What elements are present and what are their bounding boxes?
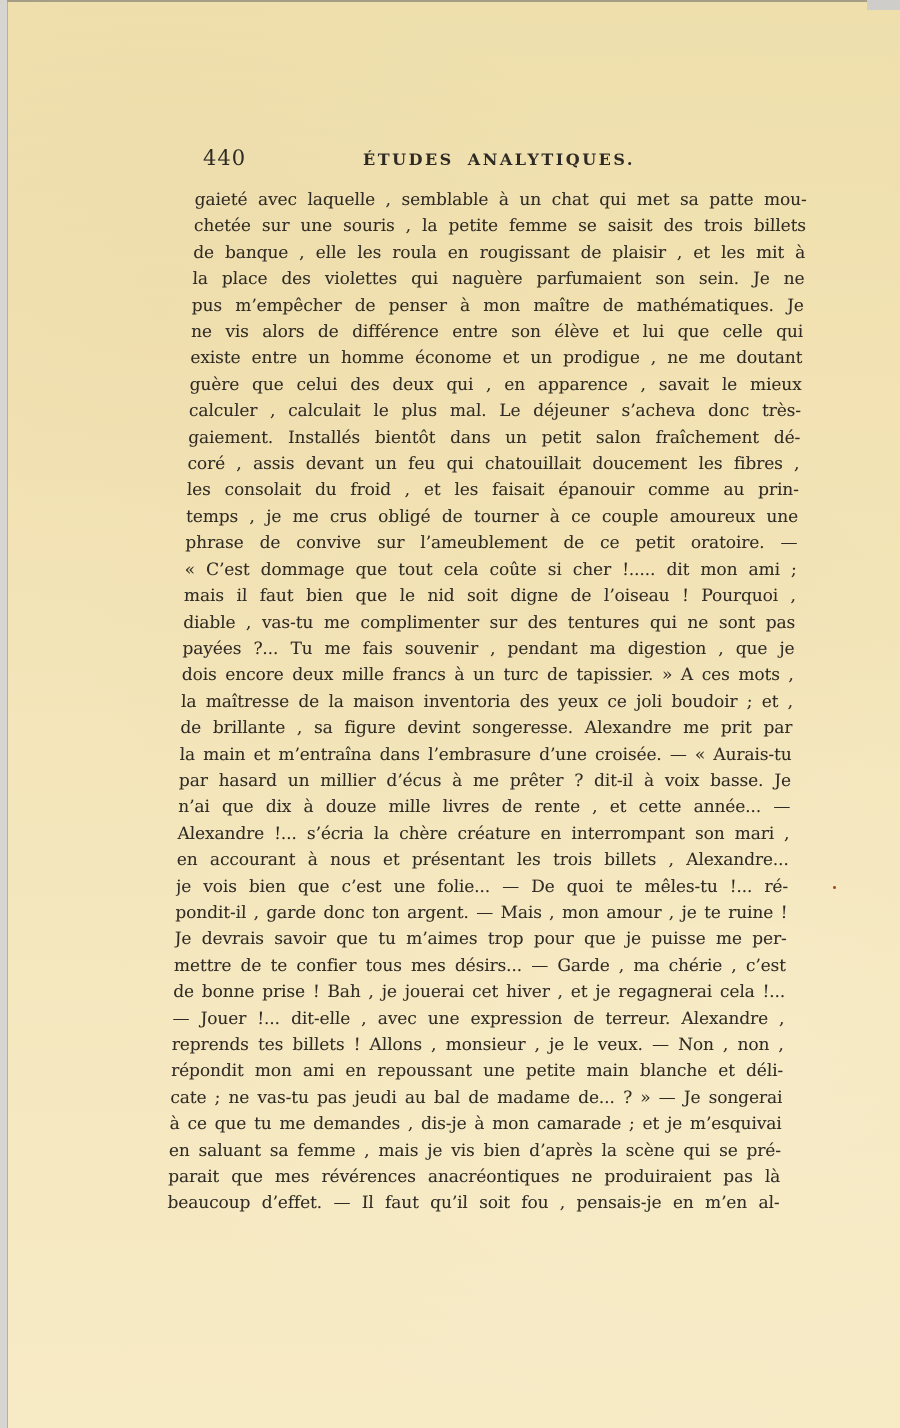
text-line: beaucoup d’effet. — Il faut qu’il soit fou , pensais-je en m’en al- [167, 1193, 780, 1214]
page-top-right-corner [867, 0, 900, 10]
page-header [193, 146, 805, 174]
text-line: « C’est dommage que tout cela coûte si cher !..... dit mon ami ; [184, 559, 797, 580]
text-line: pondit-il , garde donc ton argent. — Mais , mon amour , je te ruine ! [175, 902, 788, 923]
text-line: par hasard un millier d’écus à me prêter ? dit-il à voix basse. Je [178, 770, 792, 791]
text-line: ne vis alors de différence entre son élève et lui que celle qui [190, 322, 804, 343]
text-line: pus m’empêcher de penser à mon maître de mathématiques. Je [191, 295, 805, 316]
text-line: n’ai que dix à douze mille livres de rente , et cette année... — [177, 797, 791, 818]
text-line: en saluant sa femme , mais je vis bien d’après la scène qui se pré- [168, 1140, 782, 1161]
text-line: phrase de convive sur l’ameublement de ce petit oratoire. — [185, 533, 798, 554]
text-line: de brillante , sa figure devint songeresse. Alexandre me prit par [180, 718, 793, 739]
text-line: payées ?... Tu me fais souvenir , pendant ma digestion , que je [182, 638, 795, 659]
text-line: de bonne prise ! Bah , je jouerai cet hiver , et je regagnerai cela !... [172, 982, 786, 1003]
text-line: mettre de te confier tous mes désirs... — Garde , ma chérie , c’est [173, 955, 787, 976]
text-line: la maîtresse de la maison inventoria des yeux ce joli boudoir ; et , [180, 691, 794, 712]
page-left-edge [0, 0, 8, 1428]
text-line: guère que celui des deux qui , en apparence , savait le mieux [189, 374, 802, 395]
text-line: cate ; ne vas-tu pas jeudi au bal de madame de... ? » — Je songerai [170, 1087, 783, 1108]
text-line: Alexandre !... s’écria la chère créature en interrompant son mari , [177, 823, 790, 844]
text-line: je vois bien que c’est une folie... — De quoi te mêles-tu !... ré- [175, 876, 789, 897]
text-line: temps , je me crus obligé de tourner à ce couple amoureux une [185, 506, 799, 527]
text-line: de banque , elle les roula en rougissant de plaisir , et les mit à [192, 242, 806, 263]
text-line: gaieté avec laquelle , semblable à un chat qui met sa patte mou- [194, 190, 807, 210]
text-line: à ce que tu me demandes , dis-je à mon camarade ; et je m’esquivai [169, 1114, 782, 1135]
text-line: coré , assis devant un feu qui chatouillait doucement les fibres , [187, 454, 800, 475]
text-line: mais il faut bien que le nid soit digne de l’oiseau ! Pourquoi , [183, 586, 797, 607]
text-line: parait que mes révérences anacréontiques ne produiraient pas là [167, 1167, 781, 1188]
text-line: chetée sur une souris , la petite femme se saisit des trois billets [193, 216, 807, 237]
text-line: les consolait du froid , et les faisait épanouir comme au prin- [186, 480, 800, 501]
body-text [167, 187, 807, 1217]
text-line: Je devrais savoir que tu m’aimes trop pour que je puisse me per- [174, 929, 787, 950]
text-line: dois encore deux mille francs à un turc de tapissier. » A ces mots , [181, 665, 795, 686]
text-line: la place des violettes qui naguère parfumaient son sein. Je ne [192, 269, 805, 290]
text-line: calculer , calculait le plus mal. Le déjeuner s’acheva donc très- [188, 401, 802, 422]
text-line: existe entre un homme économe et un prodigue , ne me doutant [190, 348, 803, 369]
text-line: — Jouer !... dit-elle , avec une expression de terreur. Alexandre , [172, 1008, 785, 1029]
text-line: en accourant à nous et présentant les trois billets , Alexandre... [176, 850, 790, 871]
text-line: gaiement. Installés bientôt dans un petit salon fraîchement dé- [187, 427, 801, 448]
page-top-edge [7, 0, 900, 2]
text-line: diable , vas-tu me complimenter sur des tentures qui ne sont pas [182, 612, 796, 633]
text-line: la main et m’entraîna dans l’embrasure d’une croisée. — « Aurais-tu [179, 744, 792, 765]
running-title: ÉTUDES ANALYTIQUES. [363, 150, 635, 169]
ink-speck [833, 886, 836, 889]
text-line: reprends tes billets ! Allons , monsieur , je le veux. — Non , non , [171, 1035, 785, 1055]
text-line: répondit mon ami en repoussant une petite main blanche et déli- [170, 1061, 784, 1082]
page-number: 440 [203, 146, 247, 170]
